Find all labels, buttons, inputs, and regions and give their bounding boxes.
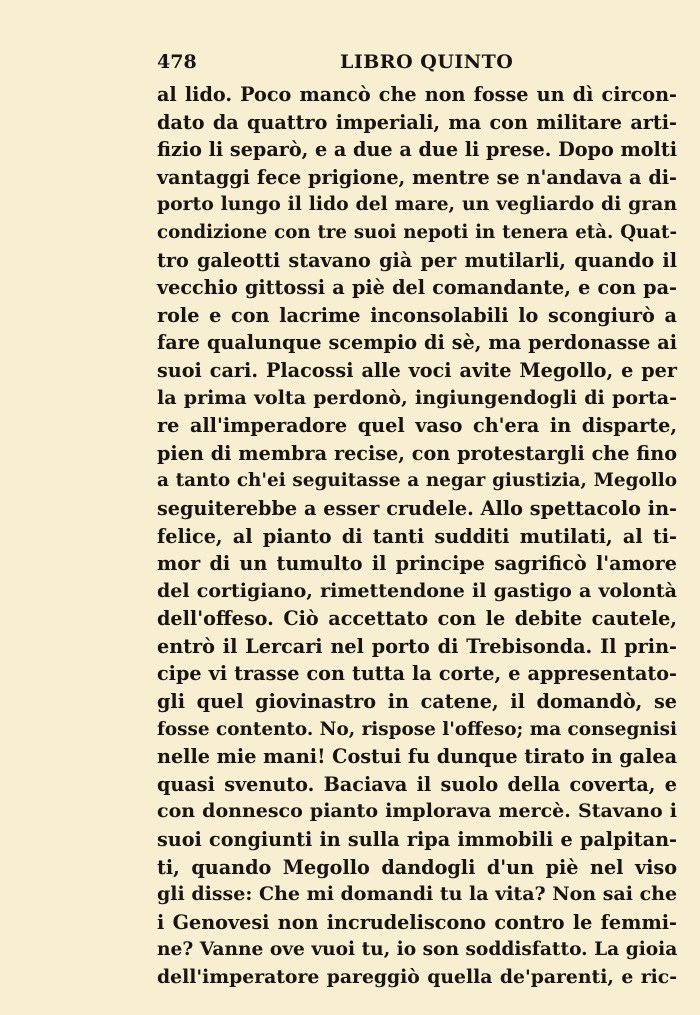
page-header <box>157 50 677 74</box>
text-line: ti, quando Megollo dandogli d'un piè nel viso <box>157 855 677 879</box>
text-line: nelle mie mani! Costui fu dunque tirato in galea <box>157 745 678 769</box>
text-line: gli quel giovinastro in catene, il domandò, se <box>157 690 677 714</box>
text-line: al lido. Poco mancò che non fosse un dì circon- <box>157 83 677 106</box>
text-line: del cortigiano, rimettendone il gastigo a volontà <box>157 579 677 602</box>
text-line: fare qualunque scempio di sè, ma perdonasse ai <box>157 331 677 355</box>
text-line: seguiterebbe a esser crudele. Allo spettacolo in- <box>157 496 677 520</box>
text-line: entrò il Lercari nel porto di Trebisonda. Il prin- <box>157 634 677 658</box>
text-line: cipe vi trasse con tutta la corte, e appresentato- <box>157 662 677 686</box>
text-line: ne? Vanne ove vuoi tu, io son soddisfatto. La gioia <box>157 939 678 961</box>
text-line: suoi congiunti in sulla ripa immobili e palpitan- <box>157 828 677 852</box>
text-line: fosse contento. No, rispose l'offeso; ma consegnisi <box>157 718 677 740</box>
text-line: fizio li separò, e a due a due li prese. Dopo molti <box>157 138 677 162</box>
text-line: dato da quattro imperiali, ma con militare arti- <box>157 110 677 134</box>
text-line: i Genovesi non incrudeliscono contro le femmi- <box>157 910 677 934</box>
text-line: porto lungo il lido del mare, un vegliardo di gran <box>157 193 677 216</box>
text-line: pien di membra recise, con protestargli che fino <box>157 441 677 465</box>
running-title: LIBRO QUINTO <box>340 51 514 73</box>
text-line: role e con lacrime inconsolabili lo scongiurò a <box>157 303 677 327</box>
text-line: con donnesco pianto implorava mercè. Stavano i <box>157 800 677 823</box>
text-line: dell'imperatore pareggiò quella de'parenti, e ric- <box>157 966 677 988</box>
text-line: vecchio gittossi a piè del comandante, e con pa- <box>157 276 677 300</box>
text-line: tro galeotti stavano già per mutilarli, quando il <box>157 248 677 272</box>
text-line: suoi cari. Placossi alle voci avite Megollo, e per <box>157 358 677 382</box>
text-line: dell'offeso. Ciò accettato con le debite cautele, <box>157 607 677 631</box>
text-line: vantaggi fece prigione, mentre se n'andava a di- <box>157 165 677 189</box>
text-line: a tanto ch'ei seguitasse a negar giustizia, Megollo <box>157 470 677 492</box>
text-line: gli disse: Che mi domandi tu la vita? Non sai che <box>157 883 678 906</box>
text-line: quasi svenuto. Baciava il suolo della coverta, e <box>157 772 677 796</box>
text-line: felice, al pianto di tanti sudditi mutilati, al ti- <box>157 524 677 548</box>
body-text <box>157 81 677 992</box>
page-number: 478 <box>157 51 197 73</box>
text-line: condizione con tre suoi nepoti in tenera età. Quat- <box>157 221 677 243</box>
text-line: re all'imperadore quel vaso ch'era in disparte, <box>157 414 677 438</box>
text-line: la prima volta perdonò, ingiungendogli di porta- <box>157 386 677 409</box>
text-line: mor di un tumulto il principe sagrificò l'amore <box>157 552 677 576</box>
